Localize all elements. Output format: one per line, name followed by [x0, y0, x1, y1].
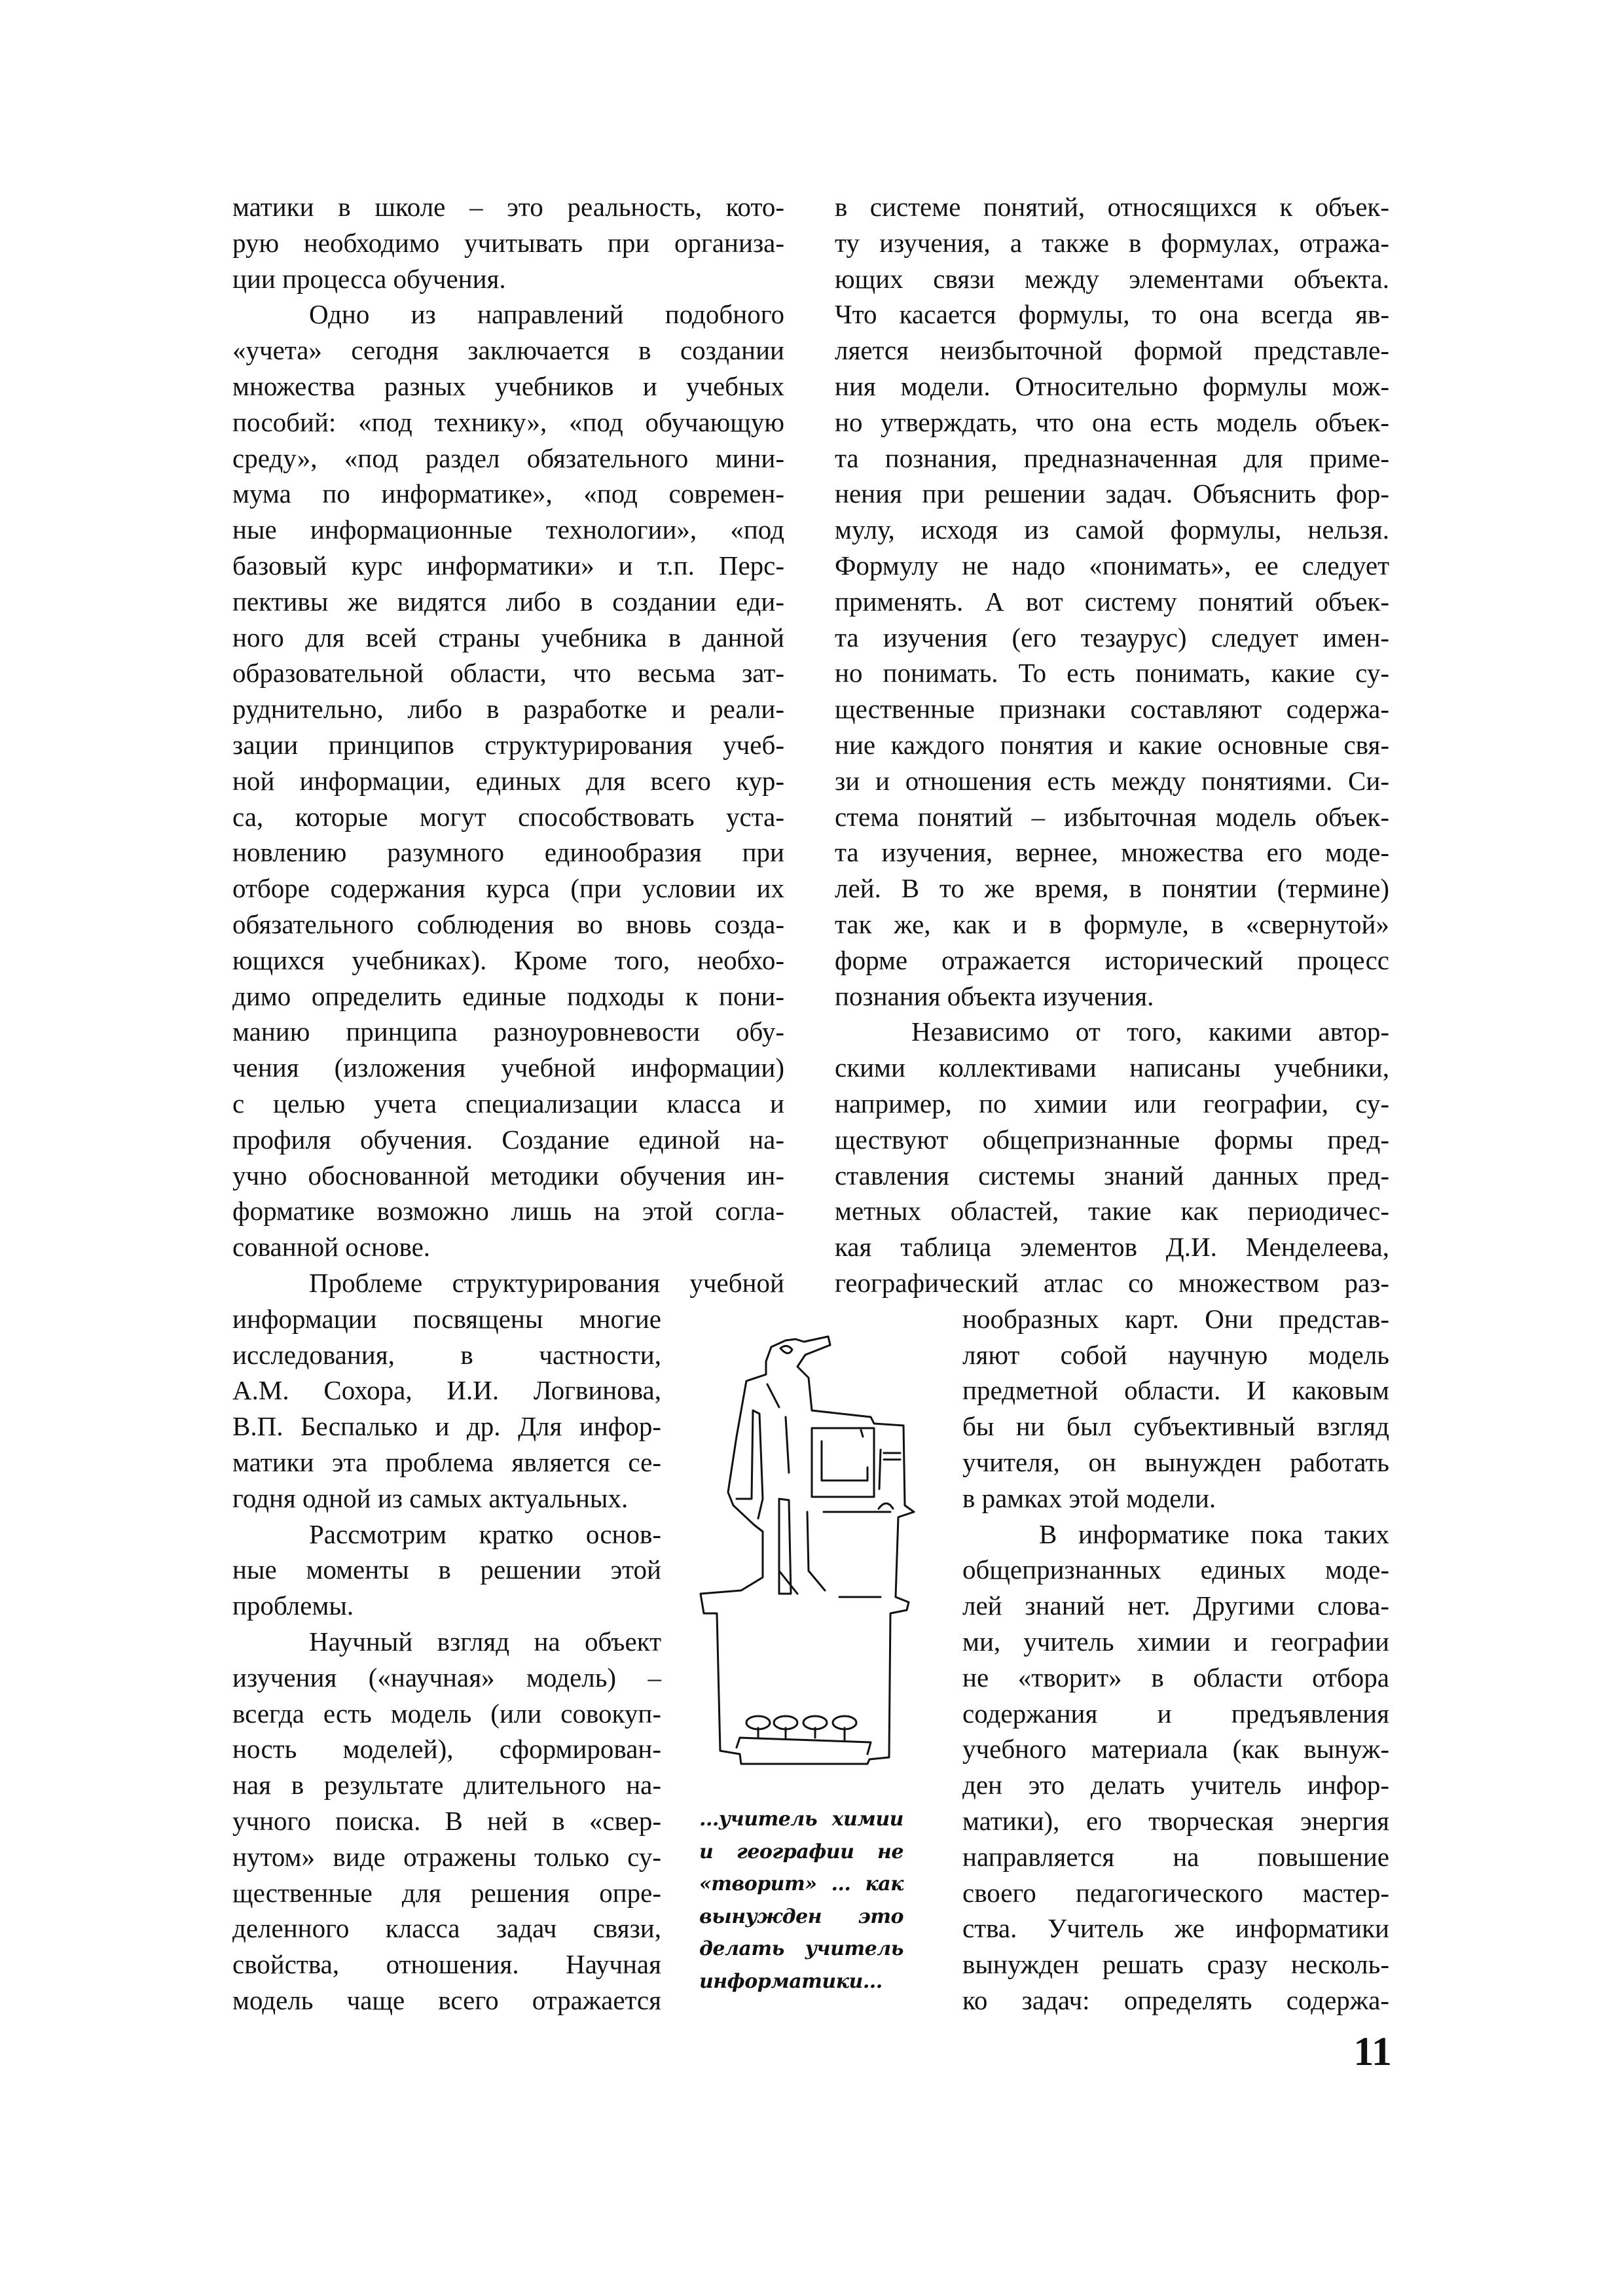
text-line: щественные для решения опре- [232, 1877, 661, 1908]
text-line: учебного материала (как вынуж- [962, 1734, 1389, 1765]
text-line: проблемы. [232, 1590, 354, 1621]
text-line: обязательного соблюдения во вновь созда- [232, 909, 784, 939]
text-line: щественные признаки составляют содержа- [835, 694, 1389, 725]
text-line: мума по информатике», «под современ- [232, 478, 784, 509]
text-line: ту изучения, а также в формулах, отража- [835, 227, 1389, 258]
text-line: множества разных учебников и учебных [232, 371, 784, 401]
text-line: матики), его творческая энергия [962, 1806, 1389, 1836]
caption-line: ...учитель химии [699, 1808, 903, 1831]
text-line: зи и отношения есть между понятиями. Си- [835, 765, 1389, 796]
text-line: димо определить единые подходы к пони- [232, 980, 784, 1011]
text-line: Независимо от того, какими автор- [911, 1016, 1389, 1047]
text-line: ние каждого понятия и какие основные свя- [835, 730, 1389, 760]
text-line: ляется неизбыточной формой представле- [835, 335, 1389, 366]
text-line: базовый курс информатики» и т.п. Перс- [232, 550, 784, 581]
text-line: А.М. Сохора, И.И. Логвинова, [232, 1375, 661, 1406]
caption-line: «творит» ... как [699, 1873, 903, 1895]
text-line: Проблеме структурирования учебной [309, 1268, 784, 1298]
text-line: матики эта проблема является се- [232, 1447, 661, 1477]
text-line: информации посвящены многие [232, 1303, 661, 1334]
text-line: ко задач: определять содержа- [962, 1985, 1389, 2015]
text-line: направляется на повышение [962, 1841, 1389, 1872]
text-line: отборе содержания курса (при условии их [232, 873, 784, 904]
text-line: ной информации, единых для всего кур- [232, 765, 784, 796]
text-line: нения при решении задач. Объяснить фор- [835, 478, 1389, 509]
text-line: стема понятий – избыточная модель объек- [835, 801, 1389, 832]
text-line: бы ни был субъективный взгляд [962, 1411, 1389, 1442]
text-line: Научный взгляд на объект [309, 1626, 661, 1657]
text-line: предметной области. И каковым [962, 1375, 1389, 1406]
text-line: общепризнанных единых моде- [962, 1554, 1389, 1585]
text-line: ства. Учитель же информатики [962, 1913, 1389, 1944]
text-line: лей знаний нет. Другими слова- [962, 1590, 1389, 1621]
text-line: с целью учета специализации класса и [232, 1088, 784, 1119]
text-line: но понимать. То есть понимать, какие су- [835, 658, 1389, 689]
text-line: Одно из направлений подобного [309, 299, 784, 330]
text-line: лей. В то же время, в понятии (термине) [835, 873, 1389, 904]
text-line: ляют собой научную модель [962, 1339, 1389, 1370]
text-line: географический атлас со множеством раз- [835, 1268, 1389, 1298]
text-line: своего педагогического мастер- [962, 1877, 1389, 1908]
text-line: в системе понятий, относящихся к объек- [835, 192, 1389, 222]
text-line: ного для всей страны учебника в данной [232, 622, 784, 653]
text-line: исследования, в частности, [232, 1339, 661, 1370]
text-line: модель чаще всего отражается [232, 1985, 661, 2015]
text-line: ществуют общепризнанные формы пред- [835, 1124, 1389, 1155]
text-line: ность моделей), сформирован- [232, 1734, 661, 1765]
text-line: новлению разумного единообразия при [232, 837, 784, 868]
teacher-figure [701, 1336, 914, 1764]
caption-line: информатики... [699, 1969, 883, 1993]
text-line: например, по химии или географии, су- [835, 1088, 1389, 1119]
text-line: та изучения (его тезаурус) следует имен- [835, 622, 1389, 653]
text-line: всегда есть модель (или совокуп- [232, 1698, 661, 1729]
text-line: профиля обучения. Создание единой на- [232, 1124, 784, 1155]
text-line: та изучения, вернее, множества его моде- [835, 837, 1389, 868]
flowers-icon [737, 1716, 871, 1754]
text-line: содержания и предъявления [962, 1698, 1389, 1729]
text-line: среду», «под раздел обязательного мини- [232, 442, 784, 473]
caption-line: и географии не [699, 1840, 903, 1863]
text-line: Что касается формулы, то она всегда яв- [835, 299, 1389, 330]
text-line: кая таблица элементов Д.И. Менделеева, [835, 1232, 1389, 1263]
text-line: В информатике пока таких [1039, 1518, 1389, 1549]
text-line: Рассмотрим кратко основ- [309, 1518, 661, 1549]
text-line: нообразных карт. Они представ- [962, 1303, 1389, 1334]
text-line: пективы же видятся либо в создании еди- [232, 586, 784, 617]
text-line: сованной основе. [232, 1232, 431, 1263]
caption-line: делать учитель [699, 1937, 903, 1960]
text-line: форме отражается исторический процесс [835, 944, 1389, 975]
text-line: чения (изложения учебной информации) [232, 1052, 784, 1083]
text-line: свойства, отношения. Научная [232, 1949, 661, 1980]
text-line: изучения («научная» модель) – [232, 1662, 661, 1693]
text-line: не «творит» в области отбора [962, 1662, 1389, 1693]
text-line: деленного класса задач связи, [232, 1913, 661, 1944]
computer-monitor [812, 1428, 900, 1597]
text-line: учителя, он вынужден работать [962, 1447, 1389, 1477]
teacher-computer-illustration [687, 1283, 923, 1793]
text-line: но утверждать, что она есть модель объек- [835, 406, 1389, 437]
text-line: учного поиска. В ней в «свер- [232, 1806, 661, 1836]
text-line: ден это делать учитель инфор- [962, 1770, 1389, 1801]
text-line: ные информационные технологии», «под [232, 514, 784, 545]
text-line: ции процесса обучения. [232, 263, 506, 294]
text-line: образовательной области, что весьма зат- [232, 658, 784, 689]
text-line: в рамках этой модели. [962, 1482, 1216, 1513]
text-line: так же, как и в формуле, в «свернутой» [835, 909, 1389, 939]
text-line: ставления системы знаний данных пред- [835, 1160, 1389, 1191]
text-line: скими коллективами написаны учебники, [835, 1052, 1389, 1083]
page-number: 11 [1353, 2030, 1392, 2074]
text-line: ная в результате длительного на- [232, 1770, 661, 1801]
text-line: матики в школе – это реальность, кото- [232, 192, 784, 222]
text-line: ные моменты в решении этой [232, 1554, 661, 1585]
text-line: манию принципа разноуровневости обу- [232, 1016, 784, 1047]
text-line: учно обоснованной методики обучения ин- [232, 1160, 784, 1191]
text-line: В.П. Беспалько и др. Для инфор- [232, 1411, 661, 1442]
text-line: ющихся учебниках). Кроме того, необхо- [232, 944, 784, 975]
text-line: вынужден решать сразу несколь- [962, 1949, 1389, 1980]
text-line: ми, учитель химии и географии [962, 1626, 1389, 1657]
text-line: ющих связи между элементами объекта. [835, 263, 1389, 294]
text-line: применять. А вот систему понятий объек- [835, 586, 1389, 617]
text-line: «учета» сегодня заключается в создании [232, 335, 784, 366]
text-line: зации принципов структурирования учеб- [232, 730, 784, 760]
caption-line: вынужден это [699, 1905, 903, 1928]
text-line: ния модели. Относительно формулы мож- [835, 371, 1389, 401]
text-line: мулу, исходя из самой формулы, нельзя. [835, 514, 1389, 545]
text-line: годня одной из самых актуальных. [232, 1482, 629, 1513]
text-line: Формулу не надо «понимать», ее следует [835, 550, 1389, 581]
text-line: руднительно, либо в разработке и реали- [232, 694, 784, 725]
text-line: форматике возможно лишь на этой согла- [232, 1196, 784, 1227]
text-line: нутом» виде отражены только су- [232, 1841, 661, 1872]
text-line: познания объекта изучения. [835, 980, 1154, 1011]
text-line: са, которые могут способствовать уста- [232, 801, 784, 832]
text-line: пособий: «под технику», «под обучающую [232, 406, 784, 437]
text-line: та познания, предназначенная для приме- [835, 442, 1389, 473]
text-line: рую необходимо учитывать при организа- [232, 227, 784, 258]
text-line: метных областей, такие как периодичес- [835, 1196, 1389, 1227]
